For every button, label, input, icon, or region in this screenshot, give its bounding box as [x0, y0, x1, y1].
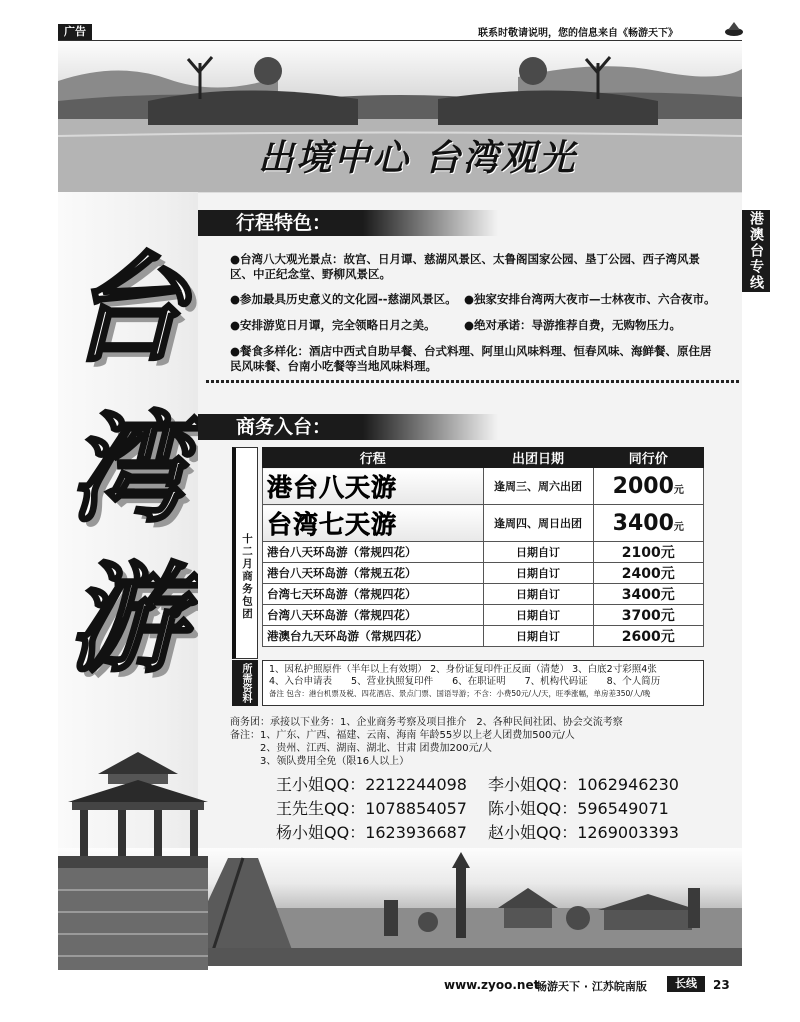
page-header [0, 0, 800, 40]
requirements-line: 4、入台申请表 5、营业执照复印件 6、在职证明 7、机构代码证 8、个人简历 [269, 676, 661, 687]
price-value: 2000 [612, 473, 674, 499]
table-row [263, 468, 704, 505]
table-row [263, 563, 704, 584]
table-row [263, 542, 704, 563]
feature-item: ●安排游览日月谭，完全领略日月之美。 [230, 318, 436, 332]
table-row [263, 505, 704, 542]
contact-item: 王小姐QQ：2212244098 [276, 775, 467, 794]
table-header-row [263, 448, 704, 468]
date-cell: 日期自订 [483, 584, 593, 605]
column-header-date: 出团日期 [483, 448, 593, 468]
contact-item: 李小姐QQ：1062946230 [488, 775, 679, 794]
price-unit: 元 [673, 484, 684, 496]
column-header-price: 同行价 [593, 448, 703, 468]
route-cell: 台湾八天环岛游（常规四花） [263, 605, 484, 626]
ad-tag: 广告 [58, 24, 92, 40]
price-table [262, 447, 704, 647]
table-row [263, 605, 704, 626]
contact-item: 杨小姐QQ：1623936687 [276, 823, 467, 842]
dotted-divider [206, 380, 740, 383]
contact-item: 王先生QQ：1078854057 [276, 799, 467, 818]
route-side-label: 港澳台专线 [742, 210, 770, 292]
business-heading: 商务入台： [198, 414, 498, 440]
calligraphy-char: 游 [68, 549, 187, 688]
table-row [263, 584, 704, 605]
requirements-line: 1、因私护照原件（半年以上有效期） 2、身份证复印件正反面（清楚） 3、白底2寸彩照4张 [269, 664, 657, 675]
price-value: 3400 [612, 510, 674, 536]
feature-item: ●绝对承诺：导游推荐自费，无购物压力。 [464, 318, 682, 332]
requirements-box [262, 660, 704, 706]
hero-headline: 出境中心 台湾观光 [258, 137, 577, 179]
route-cell: 台湾七天游 [263, 505, 484, 542]
date-cell: 逢周三、周六出团 [483, 468, 593, 505]
feature-item: ●独家安排台湾两大夜市—士林夜市、六合夜市。 [464, 292, 716, 306]
date-cell: 日期自订 [483, 542, 593, 563]
route-cell: 台湾七天环岛游（常规四花） [263, 584, 484, 605]
header-note: 联系时敬请说明，您的信息来自《畅游天下》 [478, 28, 678, 39]
footer-url[interactable]: www.zyoo.net [444, 978, 540, 992]
feature-item: ●餐食多样化：酒店中西式自助早餐、台式料理、阿里山风味料理、恒春风味、海鲜餐、原住居民风味餐、台南小吃餐等当地风味料理。 [230, 344, 712, 373]
note-line: 备注：1、广东、广西、福建、云南、海南 年龄55岁以上老人团费加500元/人 [230, 730, 575, 741]
table-row [263, 626, 704, 647]
calligraphy-char: 湾 [68, 399, 187, 538]
business-notes [230, 716, 730, 768]
features-heading: 行程特色： [198, 210, 498, 236]
date-cell: 逢周四、周日出团 [483, 505, 593, 542]
footer-section-tag: 长线 [667, 976, 705, 992]
contact-item: 陈小姐QQ：596549071 [488, 799, 669, 818]
feature-item: ●台湾八大观光景点：故宫、日月谭、慈湖风景区、太鲁阁国家公园、垦丁公园、西子湾风景区、中正纪念堂、野柳风景区。 [230, 252, 701, 281]
note-line: 3、领队费用全免（限16人以上） [260, 756, 410, 767]
price-cell: 2400元 [593, 563, 703, 584]
requirements-label: 所需资料 [232, 660, 258, 706]
footer-publication: 畅游天下 · 江苏皖南版 [536, 980, 647, 993]
price-cell [593, 468, 703, 505]
publication-logo-icon [724, 20, 744, 38]
page-footer [0, 966, 800, 1022]
route-cell: 港台八天环岛游（常规五花） [263, 563, 484, 584]
pavilion-illustration [58, 740, 208, 970]
date-cell: 日期自订 [483, 605, 593, 626]
date-cell: 日期自订 [483, 563, 593, 584]
calligraphy-char: 台 [68, 239, 187, 378]
note-line: 2、贵州、江西、湖南、湖北、甘肃 团费加200元/人 [260, 743, 492, 754]
note-line: 商务团：承接以下业务：1、企业商务考察及项目推介 2、各种民间社团、协会交流考察 [230, 717, 623, 728]
price-cell: 2600元 [593, 626, 703, 647]
column-header-route: 行程 [263, 448, 484, 468]
feature-item: ●参加最具历史意义的文化园--慈湖风景区。 [230, 292, 457, 306]
package-side-label: 十二月商务包团 [232, 447, 258, 659]
route-cell: 港澳台九天环岛游（常规四花） [263, 626, 484, 647]
price-unit: 元 [673, 521, 684, 533]
requirements-note: 备注 包含：港台机票及税、四花酒店、景点门票、国语导游；不含：小费50元/人/天，旺季涨幅，单房差350/人/晚 [269, 689, 651, 698]
date-cell: 日期自订 [483, 626, 593, 647]
calligraphy-title [68, 239, 198, 690]
route-cell: 港台八天环岛游（常规四花） [263, 542, 484, 563]
price-cell: 3400元 [593, 584, 703, 605]
price-cell: 2100元 [593, 542, 703, 563]
price-cell: 3700元 [593, 605, 703, 626]
route-cell: 港台八天游 [263, 468, 484, 505]
contact-item: 赵小姐QQ：1269003393 [488, 823, 679, 842]
page-number: 23 [713, 978, 730, 992]
price-cell [593, 505, 703, 542]
